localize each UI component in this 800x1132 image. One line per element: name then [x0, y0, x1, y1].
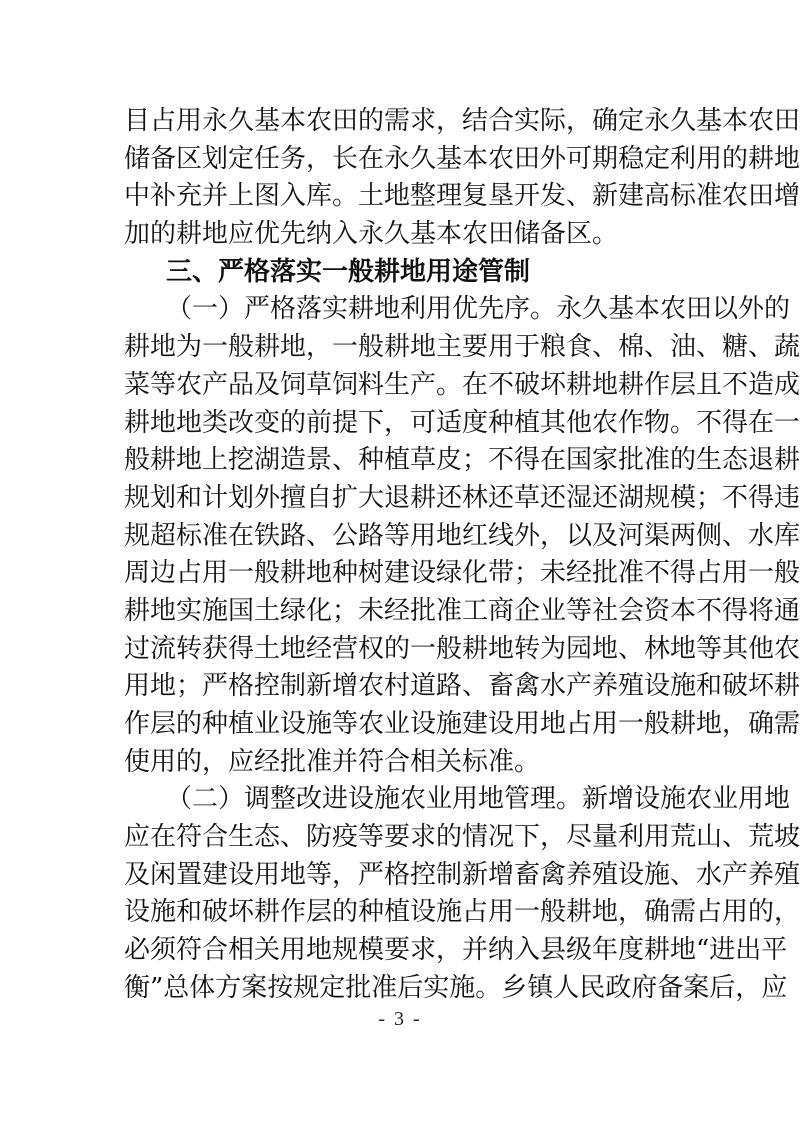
text-line: 耕地实施国土绿化；未经批准工商企业等社会资本不得将通	[124, 595, 800, 626]
subsection-first-line: （一）严格落实耕地利用优先序。永久基本农田以外的	[166, 294, 791, 325]
page-number: - 3 -	[378, 1008, 422, 1030]
text-line: 用地；严格控制新增农村道路、畜禽水产养殖设施和破坏耕	[124, 671, 800, 702]
text-line: 耕地地类改变的前提下，可适度种植其他农作物。不得在一	[124, 407, 800, 438]
text-line: 应在符合生态、防疫等要求的情况下，尽量利用荒山、荒坡	[124, 822, 800, 853]
text-line: 耕地为一般耕地，一般耕地主要用于粮食、棉、油、糖、蔬	[124, 332, 800, 363]
text-line: 过流转获得土地经营权的一般耕地转为园地、林地等其他农	[124, 633, 800, 664]
text-line: 必须符合相关用地规模要求，并纳入县级年度耕地“进出平	[124, 935, 788, 966]
text-line: 衡”总体方案按规定批准后实施。乡镇人民政府备案后，应	[124, 972, 788, 1003]
text-line: 般耕地上挖湖造景、种植草皮；不得在国家批准的生态退耕	[124, 445, 800, 476]
text-line: 菜等农产品及饲草饲料生产。在不破坏耕地耕作层且不造成	[124, 369, 800, 400]
text-line: 使用的，应经批准并符合相关标准。	[124, 746, 541, 777]
text-line: 目占用永久基本农田的需求，结合实际，确定永久基本农田	[124, 106, 800, 136]
text-line: 加的耕地应优先纳入永久基本农田储备区。	[124, 219, 619, 250]
section-heading: 三、严格落实一般耕地用途管制	[166, 256, 531, 287]
text-line: 规划和计划外擅自扩大退耕还林还草还湿还湖规模；不得违	[124, 482, 800, 513]
text-line: 中补充并上图入库。土地整理复垦开发、新建高标准农田增	[124, 181, 800, 212]
document-body	[124, 103, 800, 1008]
text-line: 周边占用一般耕地种树建设绿化带；未经批准不得占用一般	[124, 558, 800, 589]
text-line: 作层的种植业设施等农业设施建设用地占用一般耕地，确需	[124, 709, 800, 739]
subsection-first-line: （二）调整改进设施农业用地管理。新增设施农业用地	[166, 784, 791, 815]
text-line: 及闲置建设用地等，严格控制新增畜禽养殖设施、水产养殖	[124, 859, 800, 890]
text-line: 储备区划定任务，长在永久基本农田外可期稳定利用的耕地	[124, 143, 800, 174]
text-line: 规超标准在铁路、公路等用地红线外，以及河渠两侧、水库	[124, 520, 800, 551]
text-line: 设施和破坏耕作层的种植设施占用一般耕地，确需占用的，	[124, 897, 800, 928]
